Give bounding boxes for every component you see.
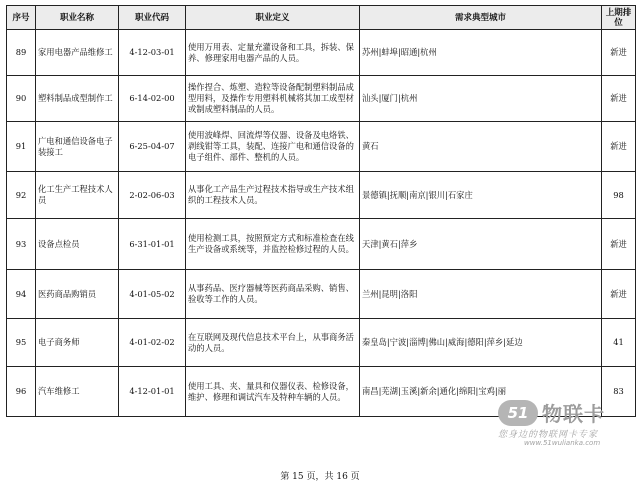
cell-name: 设备点检员 bbox=[36, 219, 119, 270]
cell-cities: 天津|黄石|萍乡 bbox=[360, 219, 602, 270]
header-cities: 需求典型城市 bbox=[360, 6, 602, 30]
cell-rank: 新进 bbox=[602, 270, 636, 319]
cell-cities: 南昌|芜湖|玉溪|新余|通化|绵阳|宝鸡|丽 bbox=[360, 367, 602, 417]
header-definition: 职业定义 bbox=[186, 6, 360, 30]
cell-code: 6-14-02-00 bbox=[119, 76, 186, 122]
page-footer: 第 15 页，共 16 页 bbox=[280, 472, 360, 482]
cell-definition: 使用工具、夹、量具和仪器仪表、检修设备，维护、修理和调试汽车及特种车辆的人员。 bbox=[186, 367, 360, 417]
cell-cities: 兰州|昆明|洛阳 bbox=[360, 270, 602, 319]
cell-cities: 黄石 bbox=[360, 122, 602, 172]
cell-definition: 操作捏合、炼塑、造粒等设备配制塑料制品成型用料，及操作专用塑料机械将其加工成型材或制成塑料制品的人员。 bbox=[186, 76, 360, 122]
watermark-badge: 51 bbox=[498, 400, 538, 426]
cell-rank: 新进 bbox=[602, 219, 636, 270]
cell-rank: 98 bbox=[602, 172, 636, 219]
cell-cities: 景德镇|抚顺|南京|银川|石家庄 bbox=[360, 172, 602, 219]
header-code: 职业代码 bbox=[119, 6, 186, 30]
table-row bbox=[7, 219, 636, 270]
table-row bbox=[7, 122, 636, 172]
cell-name: 化工生产工程技术人员 bbox=[36, 172, 119, 219]
cell-index: 92 bbox=[7, 172, 36, 219]
cell-rank: 新进 bbox=[602, 122, 636, 172]
cell-index: 89 bbox=[7, 30, 36, 76]
header-name: 职业名称 bbox=[36, 6, 119, 30]
cell-name: 家用电器产品维修工 bbox=[36, 30, 119, 76]
cell-definition: 使用波峰焊、回流焊等仪器、设备及电烙铁、剥线钳等工具，装配、连接广电和通信设备的电子组件、部件、整机的人员。 bbox=[186, 122, 360, 172]
cell-name: 医药商品购销员 bbox=[36, 270, 119, 319]
cell-definition: 从事药品、医疗器械等医药商品采购、销售、验收等工作的人员。 bbox=[186, 270, 360, 319]
table-row bbox=[7, 319, 636, 367]
cell-rank: 新进 bbox=[602, 76, 636, 122]
cell-code: 4-12-03-01 bbox=[119, 30, 186, 76]
table-row bbox=[7, 76, 636, 122]
cell-index: 95 bbox=[7, 319, 36, 367]
cell-cities: 汕头|厦门|杭州 bbox=[360, 76, 602, 122]
watermark-brand: 物联卡 bbox=[542, 402, 605, 426]
cell-index: 93 bbox=[7, 219, 36, 270]
cell-definition: 使用万用表、定量充灌设备和工具，拆装、保养、修理家用电器产品的人员。 bbox=[186, 30, 360, 76]
cell-rank: 41 bbox=[602, 319, 636, 367]
table-row bbox=[7, 172, 636, 219]
cell-code: 4-01-05-02 bbox=[119, 270, 186, 319]
cell-index: 91 bbox=[7, 122, 36, 172]
cell-name: 广电和通信设备电子装接工 bbox=[36, 122, 119, 172]
cell-code: 4-12-01-01 bbox=[119, 367, 186, 417]
occupation-table bbox=[6, 5, 636, 417]
watermark-logo bbox=[498, 398, 605, 427]
cell-cities: 秦皇岛|宁波|淄博|佛山|威海|德阳|萍乡|延边 bbox=[360, 319, 602, 367]
cell-code: 6-31-01-01 bbox=[119, 219, 186, 270]
cell-code: 4-01-02-02 bbox=[119, 319, 186, 367]
watermark-slogan: 您身边的物联网卡专家 bbox=[498, 430, 599, 440]
cell-code: 2-02-06-03 bbox=[119, 172, 186, 219]
header-rank: 上期排位 bbox=[602, 6, 636, 30]
cell-index: 96 bbox=[7, 367, 36, 417]
table-row bbox=[7, 270, 636, 319]
header-index: 序号 bbox=[7, 6, 36, 30]
cell-definition: 从事化工产品生产过程技术指导或生产技术组织的工程技术人员。 bbox=[186, 172, 360, 219]
watermark bbox=[498, 396, 638, 450]
cell-name: 塑料制品成型制作工 bbox=[36, 76, 119, 122]
cell-cities: 苏州|蚌埠|昭通|杭州 bbox=[360, 30, 602, 76]
cell-rank: 83 bbox=[602, 367, 636, 417]
cell-definition: 在互联网及现代信息技术平台上，从事商务活动的人员。 bbox=[186, 319, 360, 367]
table-header-row bbox=[7, 6, 636, 30]
cell-index: 90 bbox=[7, 76, 36, 122]
cell-name: 电子商务师 bbox=[36, 319, 119, 367]
cell-index: 94 bbox=[7, 270, 36, 319]
cell-name: 汽车维修工 bbox=[36, 367, 119, 417]
cell-rank: 新进 bbox=[602, 30, 636, 76]
cell-code: 6-25-04-07 bbox=[119, 122, 186, 172]
table-row bbox=[7, 30, 636, 76]
watermark-url: www.51wulianka.com bbox=[524, 439, 601, 447]
cell-definition: 使用检测工具，按照预定方式和标准检查在线生产设备或系统等，并监控检修过程的人员。 bbox=[186, 219, 360, 270]
